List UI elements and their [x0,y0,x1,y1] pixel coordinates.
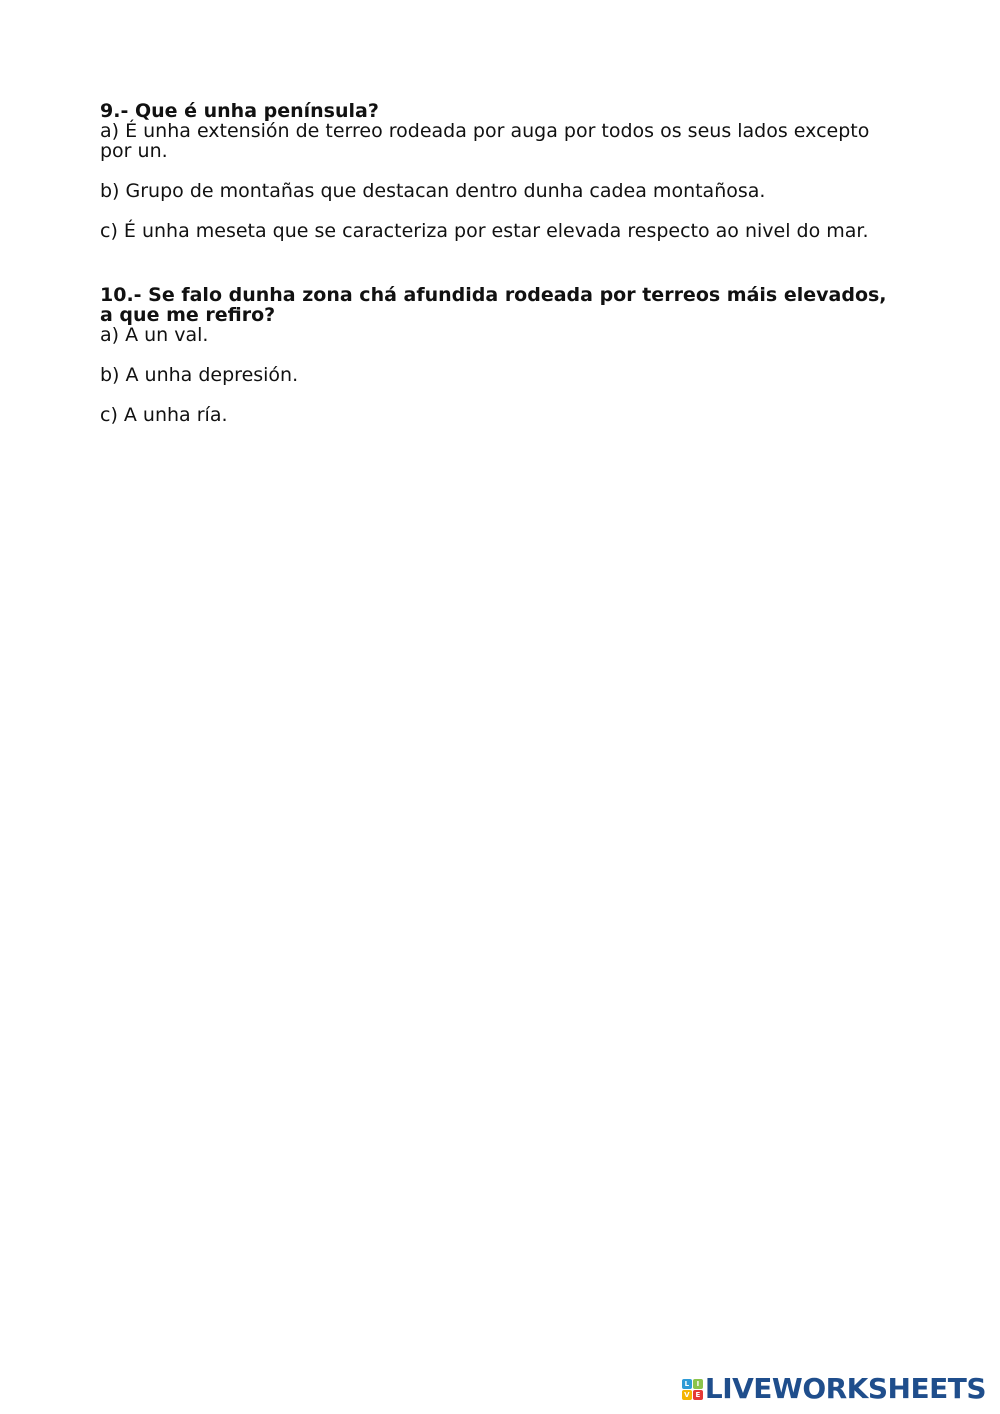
question-10 [100,285,900,425]
question-9-title: 9.- Que é unha península? [100,100,379,122]
question-10-title: 10.- Se falo dunha zona chá afundida rodeada por terreos máis elevados, a que me refiro? [100,284,887,326]
question-9-option-a: a) É unha extensión de terreo rodeada por auga por todos os seus lados excepto por un. [100,120,870,162]
logo-tile-l: L [682,1379,692,1389]
question-9 [100,101,900,241]
liveworksheets-logo-icon [682,1379,703,1400]
question-9-option-c: c) É unha meseta que se caracteriza por estar elevada respecto ao nivel do mar. [100,220,869,242]
logo-tile-e: E [693,1390,703,1400]
liveworksheets-logo [682,1374,986,1404]
question-10-option-a: a) A un val. [100,324,209,346]
question-9-option-b: b) Grupo de montañas que destacan dentro dunha cadea montañosa. [100,180,766,202]
question-10-option-c: c) A unha ría. [100,404,228,426]
logo-tile-v: V [682,1390,692,1400]
logo-tile-i: I [693,1379,703,1389]
question-10-option-b: b) A unha depresión. [100,364,299,386]
liveworksheets-logo-text: LIVEWORKSHEETS [704,1372,986,1405]
